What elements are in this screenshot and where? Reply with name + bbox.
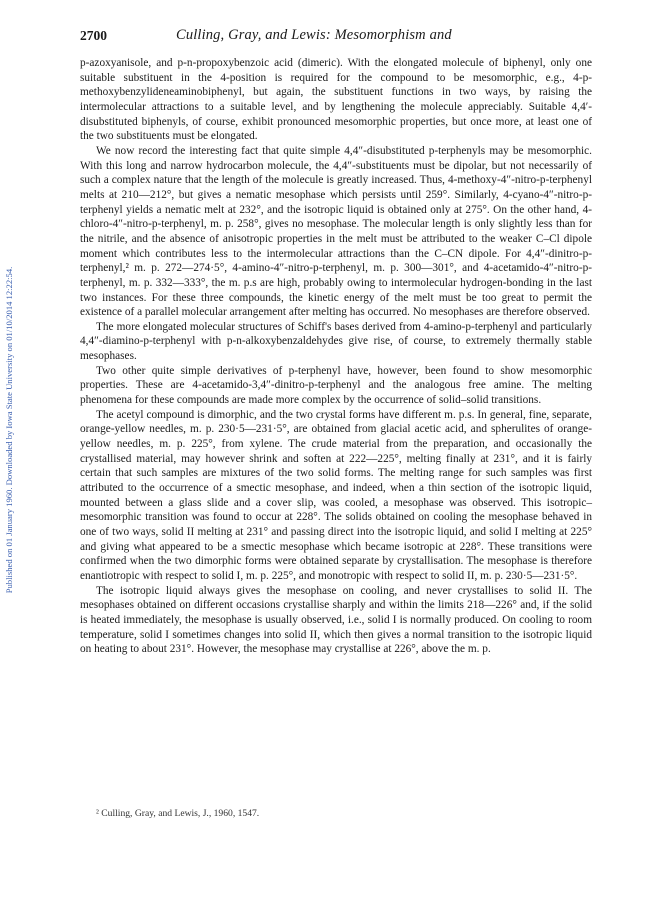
page-header <box>80 28 592 44</box>
footnote: ² Culling, Gray, and Lewis, J., 1960, 1547. <box>96 808 260 819</box>
paragraph-terphenyls: We now record the interesting fact that quite simple 4,4″-disubstituted p-terphenyls may be mesomorphic. With this long and narrow hydrocarbon molecule, the 4,4″-substituents must be dipolar, but not necessarily of such a complex nature that the length of the molecule is greatly increased. Thus, 4-methoxy-4″-nitro-p-terphenyl melts at 210—212°, but gives a nematic mesophase which persists until 259°. Similarly, 4-cyano-4″-nitro-p-terphenyl yields a nematic melt at 232°, and the isotropic liquid is obtained only at 275°. On the other hand, 4-chloro-4″-nitro-p-terphenyl, m. p. 258°, gives no mesophase. The molecular length is only slightly less than for the nitrile, and the absence of anisotropic properties in the melt must be attributed to the weaker C–Cl dipole moment which contributes less to the intermolecular attractions than the C–CN dipole. For 4,4″-dinitro-p-terphenyl,² m. p. 272—274·5°, 4-amino-4″-nitro-p-terphenyl, m. p. 300—301°, and 4-acetamido-4″-nitro-p-terphenyl, m. p. 332—333°, the m. p.s are high, probably owing to intermolecular hydrogen-bonding in the last two instances. For these three compounds, the kinetic energy of the melt must be too great to permit the existence of a parallel molecular arrangement after melting has occurred. No mesophases are therefore observed. <box>80 144 592 319</box>
download-watermark <box>2 150 16 710</box>
paragraph-other-derivatives: Two other quite simple derivatives of p-terphenyl have, however, been found to show mesomorphic properties. These are 4-acetamido-3,4″-dinitro-p-terphenyl and the analogous free amine. The melting phenomena for these compounds are made more complex by the occurrence of solid–solid transitions. <box>80 364 592 407</box>
running-title: Culling, Gray, and Lewis: Mesomorphism and <box>176 27 452 43</box>
download-watermark-text[interactable]: Published on 01 January 1960. Downloaded by Iowa State University on 01/10/2014 12:22:54. <box>4 266 14 594</box>
paragraph-acetyl-compound: The acetyl compound is dimorphic, and the two crystal forms have different m. p.s. In general, fine, separate, orange-yellow needles, m. p. 230·5—231·5°, are obtained from glacial acetic acid, and spherulites of orange-yellow needles, m. p. 225°, from xylene. The crude material from the preparation, and occasionally the crystallised material, may however shrink and soften at 222—225°, melting finally at 231°, and it is fairly certain that such samples are mixtures of the two solid forms. The melting range for such samples was first attributed to the occurrence of a smectic mesophase, and indeed, when a thin section of the isotropic liquid, mounted between a glass slide and a cover slip, was cooled, a mesophase was observed. This isotropic–mesomorphic transition was found to occur at 228°. The solids obtained on cooling the mesophase behaved in one of two ways, solid II melting at 231° and passing direct into the isotropic liquid, and solid I melting at 225° and giving what appeared to be a smectic mesophase which became isotropic at 228°. These transitions were confirmed when the two dimorphic forms were obtained separate by crystallisation. The mesophase is therefore enantiotropic with respect to solid I, m. p. 225°, and monotropic with respect to solid II, m. p. 230·5—231·5°. <box>80 408 592 582</box>
page-number: 2700 <box>80 28 107 43</box>
paragraph-isotropic-liquid: The isotropic liquid always gives the mesophase on cooling, and never crystallises to solid II. The mesophases obtained on different occasions crystallise sharply and within the limits 218—226° and, if the solid is heated immediately, the mesophase is usually observed, i.e., solid I is normally produced. On cooling to room temperature, solid I sometimes changes into solid II, which then gives a normal transition to the isotropic liquid on heating to about 231°. However, the mesophase may crystallise at 226°, above the m. p. <box>80 584 592 656</box>
paragraph-schiff-bases: The more elongated molecular structures of Schiff's bases derived from 4-amino-p-terphenyl and particularly 4,4″-diamino-p-terphenyl with p-n-alkoxybenzaldehydes give rise, of course, to extremely thermally stable mesophases. <box>80 320 592 363</box>
article-body <box>80 56 592 657</box>
paragraph-continuation: p-azoxyanisole, and p-n-propoxybenzoic acid (dimeric). With the elongated molecule of biphenyl, only one suitable substituent in the 4-position is required for the compound to be mesomorphic, e.g., 4-p-methoxybenzylideneaminobiphenyl, but again, the substituent functions in two ways, by raising the intermolecular attractions to a suitable level, and by lengthening the molecule appreciably. Suitable 4,4′-disubstituted biphenyls, of course, exhibit pronounced mesomorphic properties, but once more, at least one of the two substituents must be elongated. <box>80 57 592 143</box>
